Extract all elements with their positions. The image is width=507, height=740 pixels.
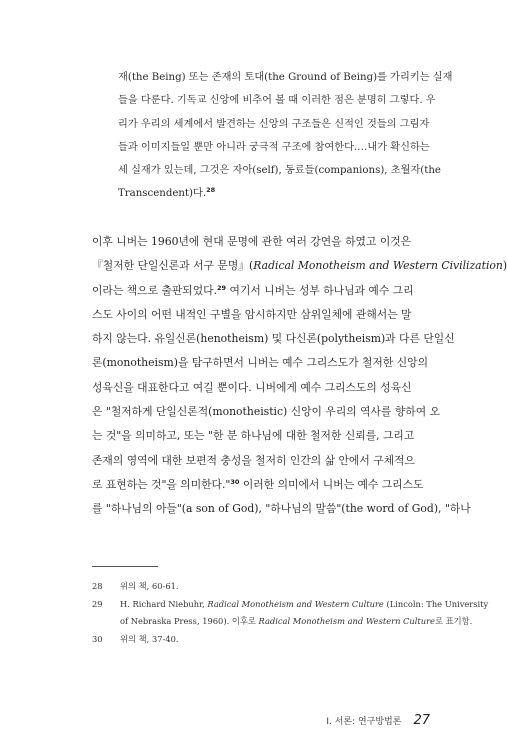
body-line: 를 "하나님의 아들"(a son of God), "하나님의 말씀"(the word of God), "하나 (92, 502, 471, 516)
footnote-book-title: Radical Monotheism and Western Culture (207, 598, 384, 609)
body-line: 론(monotheism)을 탐구하면서 니버는 예수 그리스도가 철저한 신앙의 (92, 356, 429, 370)
body-line: 이후 니버는 1960년에 현대 문명에 관한 여러 강연을 하였고 이것은 (92, 235, 412, 248)
block-quote (118, 66, 470, 206)
footnote-text: 위의 책, 60-61. (120, 581, 179, 591)
body-line: 은 "철저하게 단일신론적(monotheistic) 신앙이 우리의 역사를 향하여 오 (92, 405, 441, 419)
book-title-english: Radical Monotheism and Western Civilization (253, 259, 503, 273)
footnote-line (120, 613, 472, 631)
quote-line: 리가 우리의 세계에서 발견하는 신앙의 구조들은 신적인 것들의 그림자 (118, 118, 430, 130)
footnote-ref-30[interactable]: 30 (230, 477, 240, 486)
quote-line: 재(the Being) 또는 존재의 토대(the Ground of Being)를 가리키는 실재 (118, 72, 453, 83)
body-text: 로 표현하는 것"을 의미한다." (92, 477, 231, 491)
quote-line (118, 182, 470, 205)
footnote-ref-29[interactable]: 29 (217, 283, 227, 292)
running-footer (326, 713, 430, 728)
footnotes (92, 578, 489, 648)
footnote-text: 위의 책, 37-40. (120, 633, 179, 644)
footnote-publisher: of Nebraska Press, 1960). 이후로 (120, 616, 259, 626)
footnote-29 (92, 596, 489, 631)
footnote-book-title: Radical Monotheism and Western Culture (258, 616, 435, 626)
footnote-line (120, 596, 489, 614)
footnote-author: H. Richard Niebuhr, (120, 598, 208, 609)
footnote-number: 29 (92, 598, 103, 609)
body-line: 스도 사이의 어떤 내적인 구별을 암시하지만 삼위일체에 관해서는 말 (92, 307, 412, 321)
footnote-publisher: (Lincoln: The University (383, 598, 489, 609)
footnote-note: 로 표기함. (434, 616, 473, 626)
footnote-30 (92, 631, 472, 649)
body-line (92, 473, 470, 497)
footnote-ref-28[interactable]: 28 (206, 186, 216, 195)
body-paragraph (92, 230, 507, 522)
book-title-korean: 『철저한 단일신론과 서구 문명』( (92, 259, 254, 273)
body-line: 는 것"을 의미하고, 또는 "한 분 하나님에 대한 철저한 신뢰를, 그리고 (92, 429, 415, 443)
footnote-number: 30 (92, 633, 103, 644)
body-text: 이러한 의미에서 니버는 예수 그리스도 (239, 477, 424, 491)
quote-line: 들과 이미지들일 뿐만 아니라 궁극적 구조에 참여한다.…내가 확신하는 (118, 141, 430, 153)
body-text: 여기서 니버는 성부 하나님과 예수 그리 (226, 283, 414, 297)
quote-text: Transcendent)다. (118, 188, 207, 200)
footnote-divider (92, 566, 158, 567)
page-number: 27 (413, 713, 430, 728)
quote-line: 들을 다룬다. 기독교 신앙에 비추어 볼 때 이러한 점은 분명히 그렇다. 우 (118, 95, 436, 107)
body-line: 하지 않는다. 유일신론(henotheism) 및 다신론(polytheism)과 다른 단일신 (92, 332, 455, 346)
quote-line: 세 실재가 있는데, 그것은 자아(self), 동료들(companions), 초월자(the (118, 165, 441, 177)
body-line: 존재의 영역에 대한 보편적 충성을 철저히 인간의 삶 안에서 구체적으 (92, 453, 415, 467)
body-line (92, 279, 470, 303)
body-text: 이라는 책으로 출판되었다. (92, 283, 218, 297)
footnote-28 (92, 578, 472, 596)
footnote-number: 28 (92, 581, 103, 591)
paren-close: ) (502, 259, 507, 273)
body-line: 성육신을 대표한다고 여길 뿐이다. 니버에게 예수 그리스도의 성육신 (92, 380, 412, 394)
body-line (92, 254, 507, 278)
chapter-title: I. 서론: 연구방법론 (326, 717, 402, 727)
